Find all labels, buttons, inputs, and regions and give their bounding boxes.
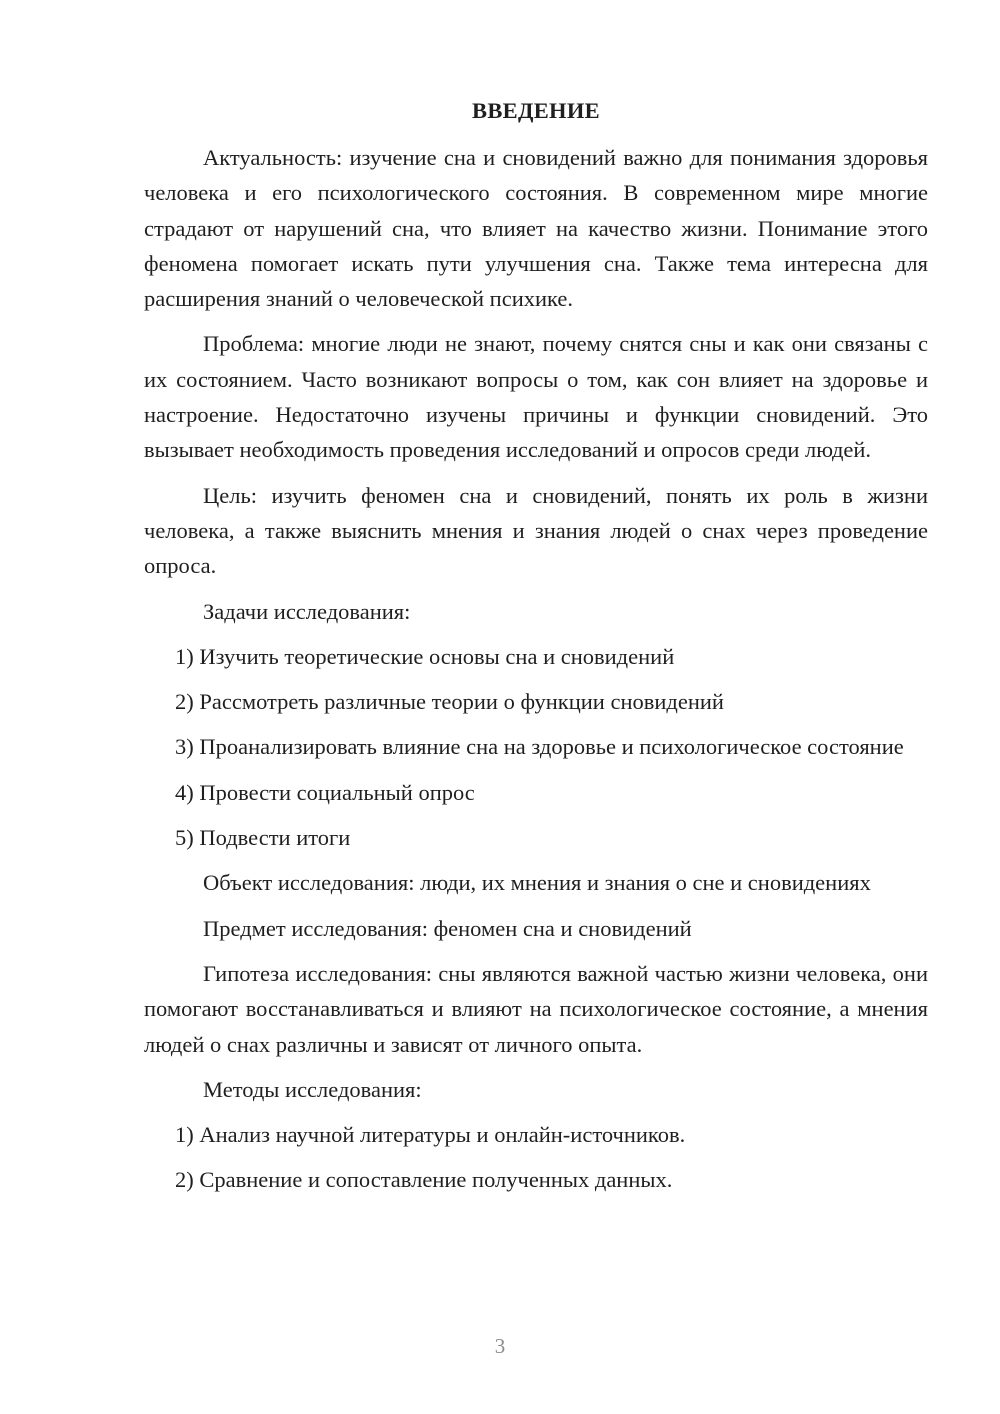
page-number: 3: [494, 1334, 506, 1358]
task-item-1: 1) Изучить теоретические основы сна и сновидений: [175, 643, 675, 669]
goal-paragraph: Цель: изучить феномен сна и сновидений, понять их роль в жизни человека, а также выяснить мнения и знания людей о снах через проведение опроса.: [144, 482, 928, 579]
task-item-4: 4) Провести социальный опрос: [175, 779, 475, 805]
task-item-3: 3) Проанализировать влияние сна на здоровье и психологическое состояние: [175, 734, 904, 760]
page-title: ВВЕДЕНИЕ: [472, 98, 600, 123]
page-content: [144, 94, 928, 1208]
subject-paragraph: Предмет исследования: феномен сна и сновидений: [203, 915, 692, 941]
object-paragraph: Объект исследования: люди, их мнения и знания о сне и сновидениях: [203, 870, 871, 896]
tasks-heading: Задачи исследования:: [203, 598, 411, 624]
hypothesis-paragraph: Гипотеза исследования: сны являются важной частью жизни человека, они помогают восстанавливаться и влияют на психологическое состояние, а мнения людей о снах различны и зависят от личного опыта.: [144, 960, 928, 1057]
task-item-2: 2) Рассмотреть различные теории о функции сновидений: [175, 689, 724, 715]
relevance-paragraph: Актуальность: изучение сна и сновидений важно для понимания здоровья человека и его психологического состояния. В современном мире многие страдают от нарушений сна, что влияет на качество жизни. Понимание этого феномена помогает искать пути улучшения сна. Также тема интересна для расширения знаний о человеческой психике.: [144, 145, 928, 312]
method-item-2: 2) Сравнение и сопоставление полученных данных.: [175, 1167, 673, 1193]
problem-paragraph: Проблема: многие люди не знают, почему снятся сны и как они связаны с их состоянием. Часто возникают вопросы о том, как сон влияет на здоровье и настроение. Недостаточно изучены причины и функции сновидений. Это вызывает необходимость проведения исследований и опросов среди людей.: [144, 331, 928, 463]
methods-heading: Методы исследования:: [203, 1076, 422, 1102]
method-item-1: 1) Анализ научной литературы и онлайн-источников.: [175, 1122, 686, 1148]
task-item-5: 5) Подвести итоги: [175, 825, 351, 851]
